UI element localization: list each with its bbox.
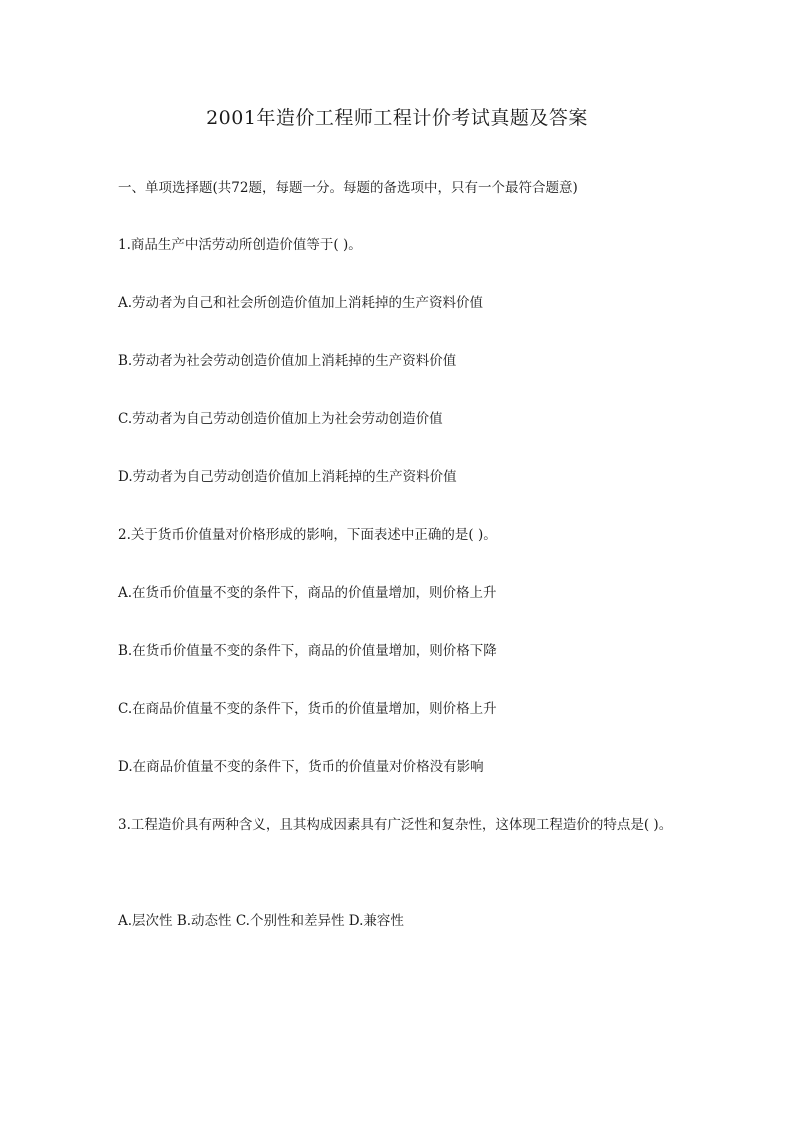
document-title: 2001年造价工程师工程计价考试真题及答案	[206, 107, 588, 129]
question-3-stem: 3.工程造价具有两种含义，且其构成因素具有广泛性和复杂性，这体现工程造价的特点是( )。	[118, 817, 673, 833]
question-3-options: A.层次性 B.动态性 C.个别性和差异性 D.兼容性	[118, 913, 404, 929]
question-2-option-d: D.在商品价值量不变的条件下，货币的价值量对价格没有影响	[118, 759, 484, 775]
question-1-option-c: C.劳动者为自己劳动创造价值加上为社会劳动创造价值	[118, 411, 443, 427]
question-1-option-b: B.劳动者为社会劳动创造价值加上消耗掉的生产资料价值	[118, 353, 457, 369]
question-2-option-c: C.在商品价值量不变的条件下，货币的价值量增加，则价格上升	[118, 701, 497, 717]
question-2-option-a: A.在货币价值量不变的条件下，商品的价值量增加，则价格上升	[118, 585, 497, 601]
question-1-option-a: A.劳动者为自己和社会所创造价值加上消耗掉的生产资料价值	[118, 295, 484, 311]
question-2-option-b: B.在货币价值量不变的条件下，商品的价值量增加，则价格下降	[118, 643, 497, 659]
question-2-stem: 2.关于货币价值量对价格形成的影响，下面表述中正确的是( )。	[118, 527, 497, 543]
question-1-option-d: D.劳动者为自己劳动创造价值加上消耗掉的生产资料价值	[118, 469, 457, 485]
question-1-stem: 1.商品生产中活劳动所创造价值等于( )。	[118, 237, 362, 253]
section-heading: 一、单项选择题(共72题，每题一分。每题的备选项中，只有一个最符合题意)	[118, 180, 578, 196]
